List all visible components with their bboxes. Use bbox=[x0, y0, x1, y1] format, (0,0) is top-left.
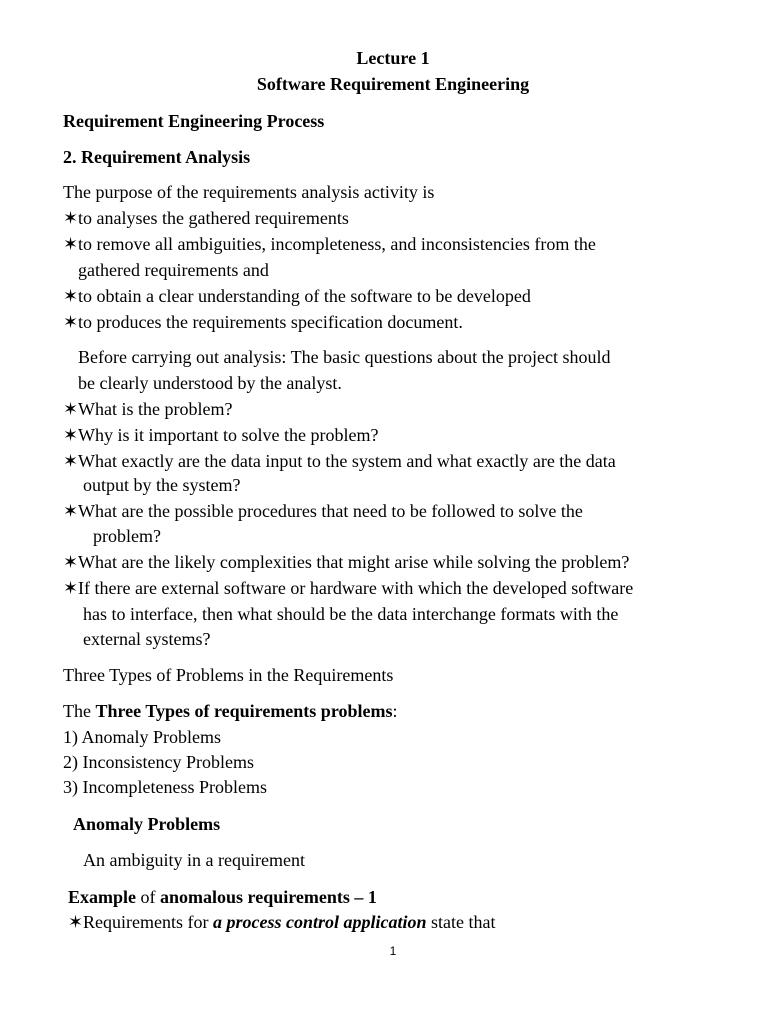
question-item: ✶What are the likely complexities that might arise while solving the problem? bbox=[63, 552, 630, 572]
page-number: 1 bbox=[389, 944, 397, 958]
problems-heading: Three Types of Problems in the Requirements bbox=[63, 665, 394, 685]
lecture-title: Lecture 1 bbox=[356, 48, 430, 68]
questions-intro-cont: be clearly understood by the analyst. bbox=[78, 373, 342, 393]
star-bullet-icon: ✶ bbox=[63, 451, 79, 471]
star-bullet-icon: ✶ bbox=[63, 552, 79, 572]
purpose-bullet: ✶to produces the requirements specification document. bbox=[63, 312, 463, 332]
star-bullet-icon: ✶ bbox=[63, 501, 79, 521]
star-bullet-icon: ✶ bbox=[63, 286, 79, 306]
questions-intro: Before carrying out analysis: The basic questions about the project should bbox=[78, 347, 611, 367]
purpose-bullet: ✶to obtain a clear understanding of the software to be developed bbox=[63, 286, 531, 306]
purpose-intro: The purpose of the requirements analysis activity is bbox=[63, 182, 435, 202]
question-item-continuation: output by the system? bbox=[83, 475, 241, 495]
purpose-bullet: ✶to remove all ambiguities, incompleteness, and inconsistencies from the bbox=[63, 234, 596, 254]
anomaly-definition: An ambiguity in a requirement bbox=[83, 850, 305, 870]
question-item: ✶Why is it important to solve the problem? bbox=[63, 425, 379, 445]
question-item-continuation: external systems? bbox=[83, 629, 211, 649]
question-item: ✶What exactly are the data input to the system and what exactly are the data bbox=[63, 451, 616, 471]
star-bullet-icon: ✶ bbox=[63, 399, 79, 419]
star-bullet-icon: ✶ bbox=[63, 312, 79, 332]
star-bullet-icon: ✶ bbox=[63, 208, 79, 228]
question-item: ✶If there are external software or hardware with which the developed software bbox=[63, 578, 634, 598]
question-item-continuation: has to interface, then what should be the data interchange formats with the bbox=[83, 604, 619, 624]
purpose-bullet-continuation: gathered requirements and bbox=[78, 260, 269, 280]
problem-list-item: 1) Anomaly Problems bbox=[63, 727, 221, 747]
problems-intro: The Three Types of requirements problems: bbox=[63, 701, 398, 721]
problem-list-item: 3) Incompleteness Problems bbox=[63, 777, 267, 797]
question-item: ✶What is the problem? bbox=[63, 399, 233, 419]
purpose-bullet: ✶to analyses the gathered requirements bbox=[63, 208, 349, 228]
anomaly-heading: Anomaly Problems bbox=[73, 814, 221, 834]
course-title: Software Requirement Engineering bbox=[256, 74, 530, 94]
star-bullet-icon: ✶ bbox=[63, 578, 79, 598]
example-bullet: ✶Requirements for a process control application state that bbox=[68, 912, 496, 932]
section-heading-analysis: 2. Requirement Analysis bbox=[63, 147, 251, 167]
question-item: ✶What are the possible procedures that need to be followed to solve the bbox=[63, 501, 583, 521]
example-heading: Example of anomalous requirements – 1 bbox=[68, 887, 377, 907]
star-bullet-icon: ✶ bbox=[63, 425, 79, 445]
star-bullet-icon: ✶ bbox=[68, 912, 84, 932]
question-item-continuation: problem? bbox=[93, 526, 161, 546]
star-bullet-icon: ✶ bbox=[63, 234, 79, 254]
section-heading-process: Requirement Engineering Process bbox=[63, 111, 325, 131]
problem-list-item: 2) Inconsistency Problems bbox=[63, 752, 254, 772]
